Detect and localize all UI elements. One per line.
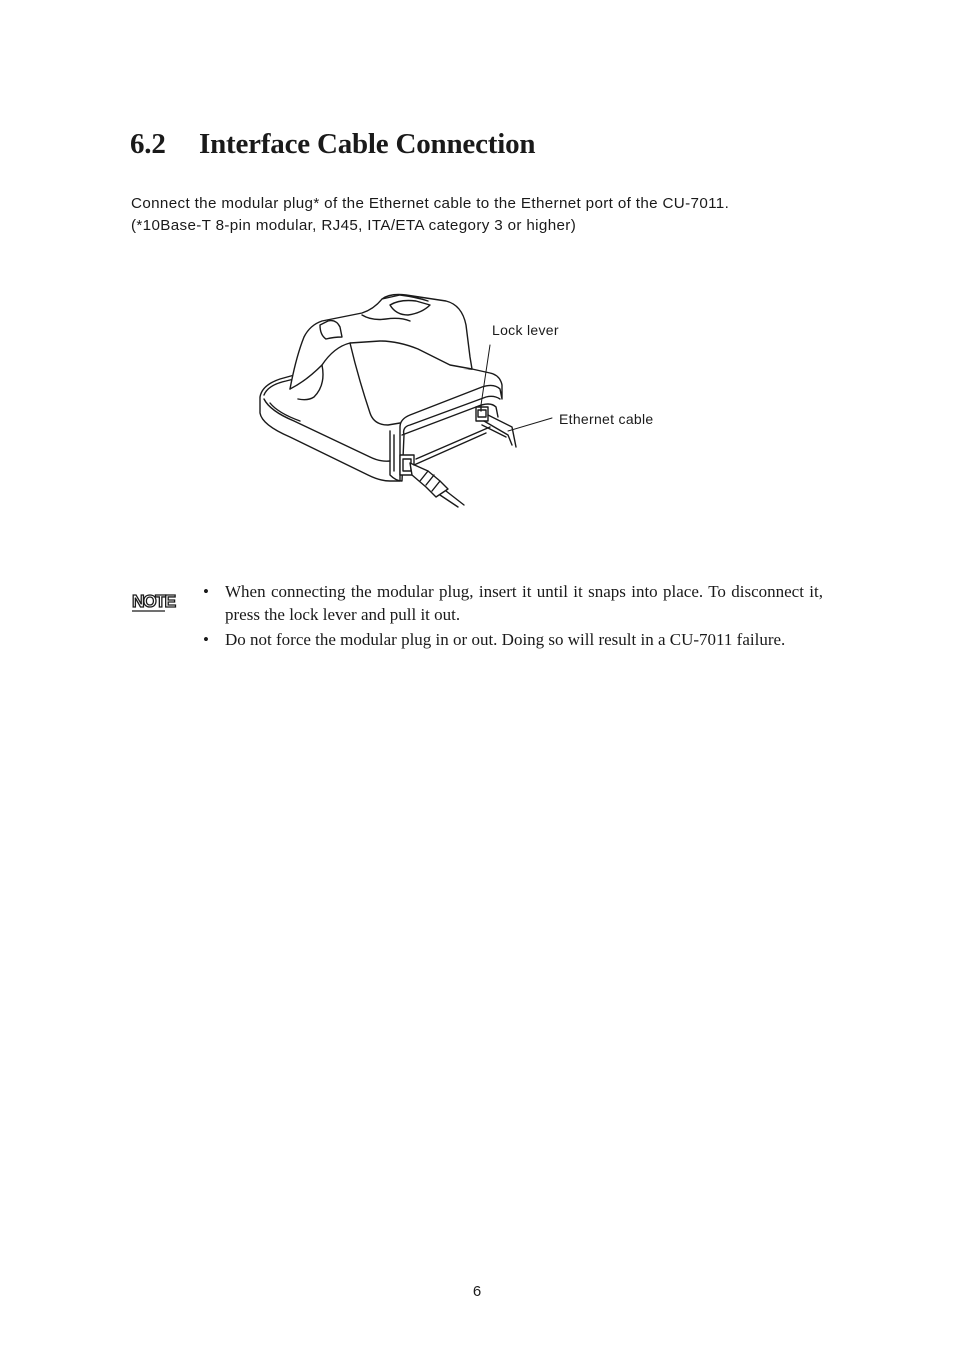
page-number: 6 <box>472 1283 482 1300</box>
note-icon-text: NOTE <box>132 591 175 611</box>
intro-line-2: (*10Base-T 8-pin modular, RJ45, ITA/ETA category 3 or higher) <box>131 217 577 234</box>
section-number: 6.2 <box>130 128 166 160</box>
lock-lever-label: Lock lever <box>492 322 559 338</box>
power-plug <box>400 455 464 507</box>
cradle-body <box>260 295 502 482</box>
section-title: Interface Cable Connection <box>199 128 536 160</box>
bullet: • <box>203 582 209 601</box>
intro-text <box>131 193 831 237</box>
bullet: • <box>203 630 209 649</box>
ethernet-port <box>476 405 488 421</box>
note-list <box>203 580 823 653</box>
note-item <box>203 628 823 651</box>
intro-line-1: Connect the modular plug* of the Ethernet cable to the Ethernet port of the CU-7011. <box>131 195 730 212</box>
ethernet-cable-label: Ethernet cable <box>559 411 654 427</box>
note-icon <box>131 586 175 614</box>
section-heading <box>130 128 535 161</box>
cradle-illustration <box>250 285 680 515</box>
ethernet-cable-leader-line <box>508 418 552 431</box>
note-item-text: When connecting the modular plug, insert it until it snaps into place. To disconnect it, press the lock lever and pull it out. <box>225 582 823 624</box>
note-item <box>203 580 823 626</box>
note-item-text: Do not force the modular plug in or out. Doing so will result in a CU-7011 failure. <box>225 630 786 649</box>
power-cable-rear <box>414 427 490 465</box>
